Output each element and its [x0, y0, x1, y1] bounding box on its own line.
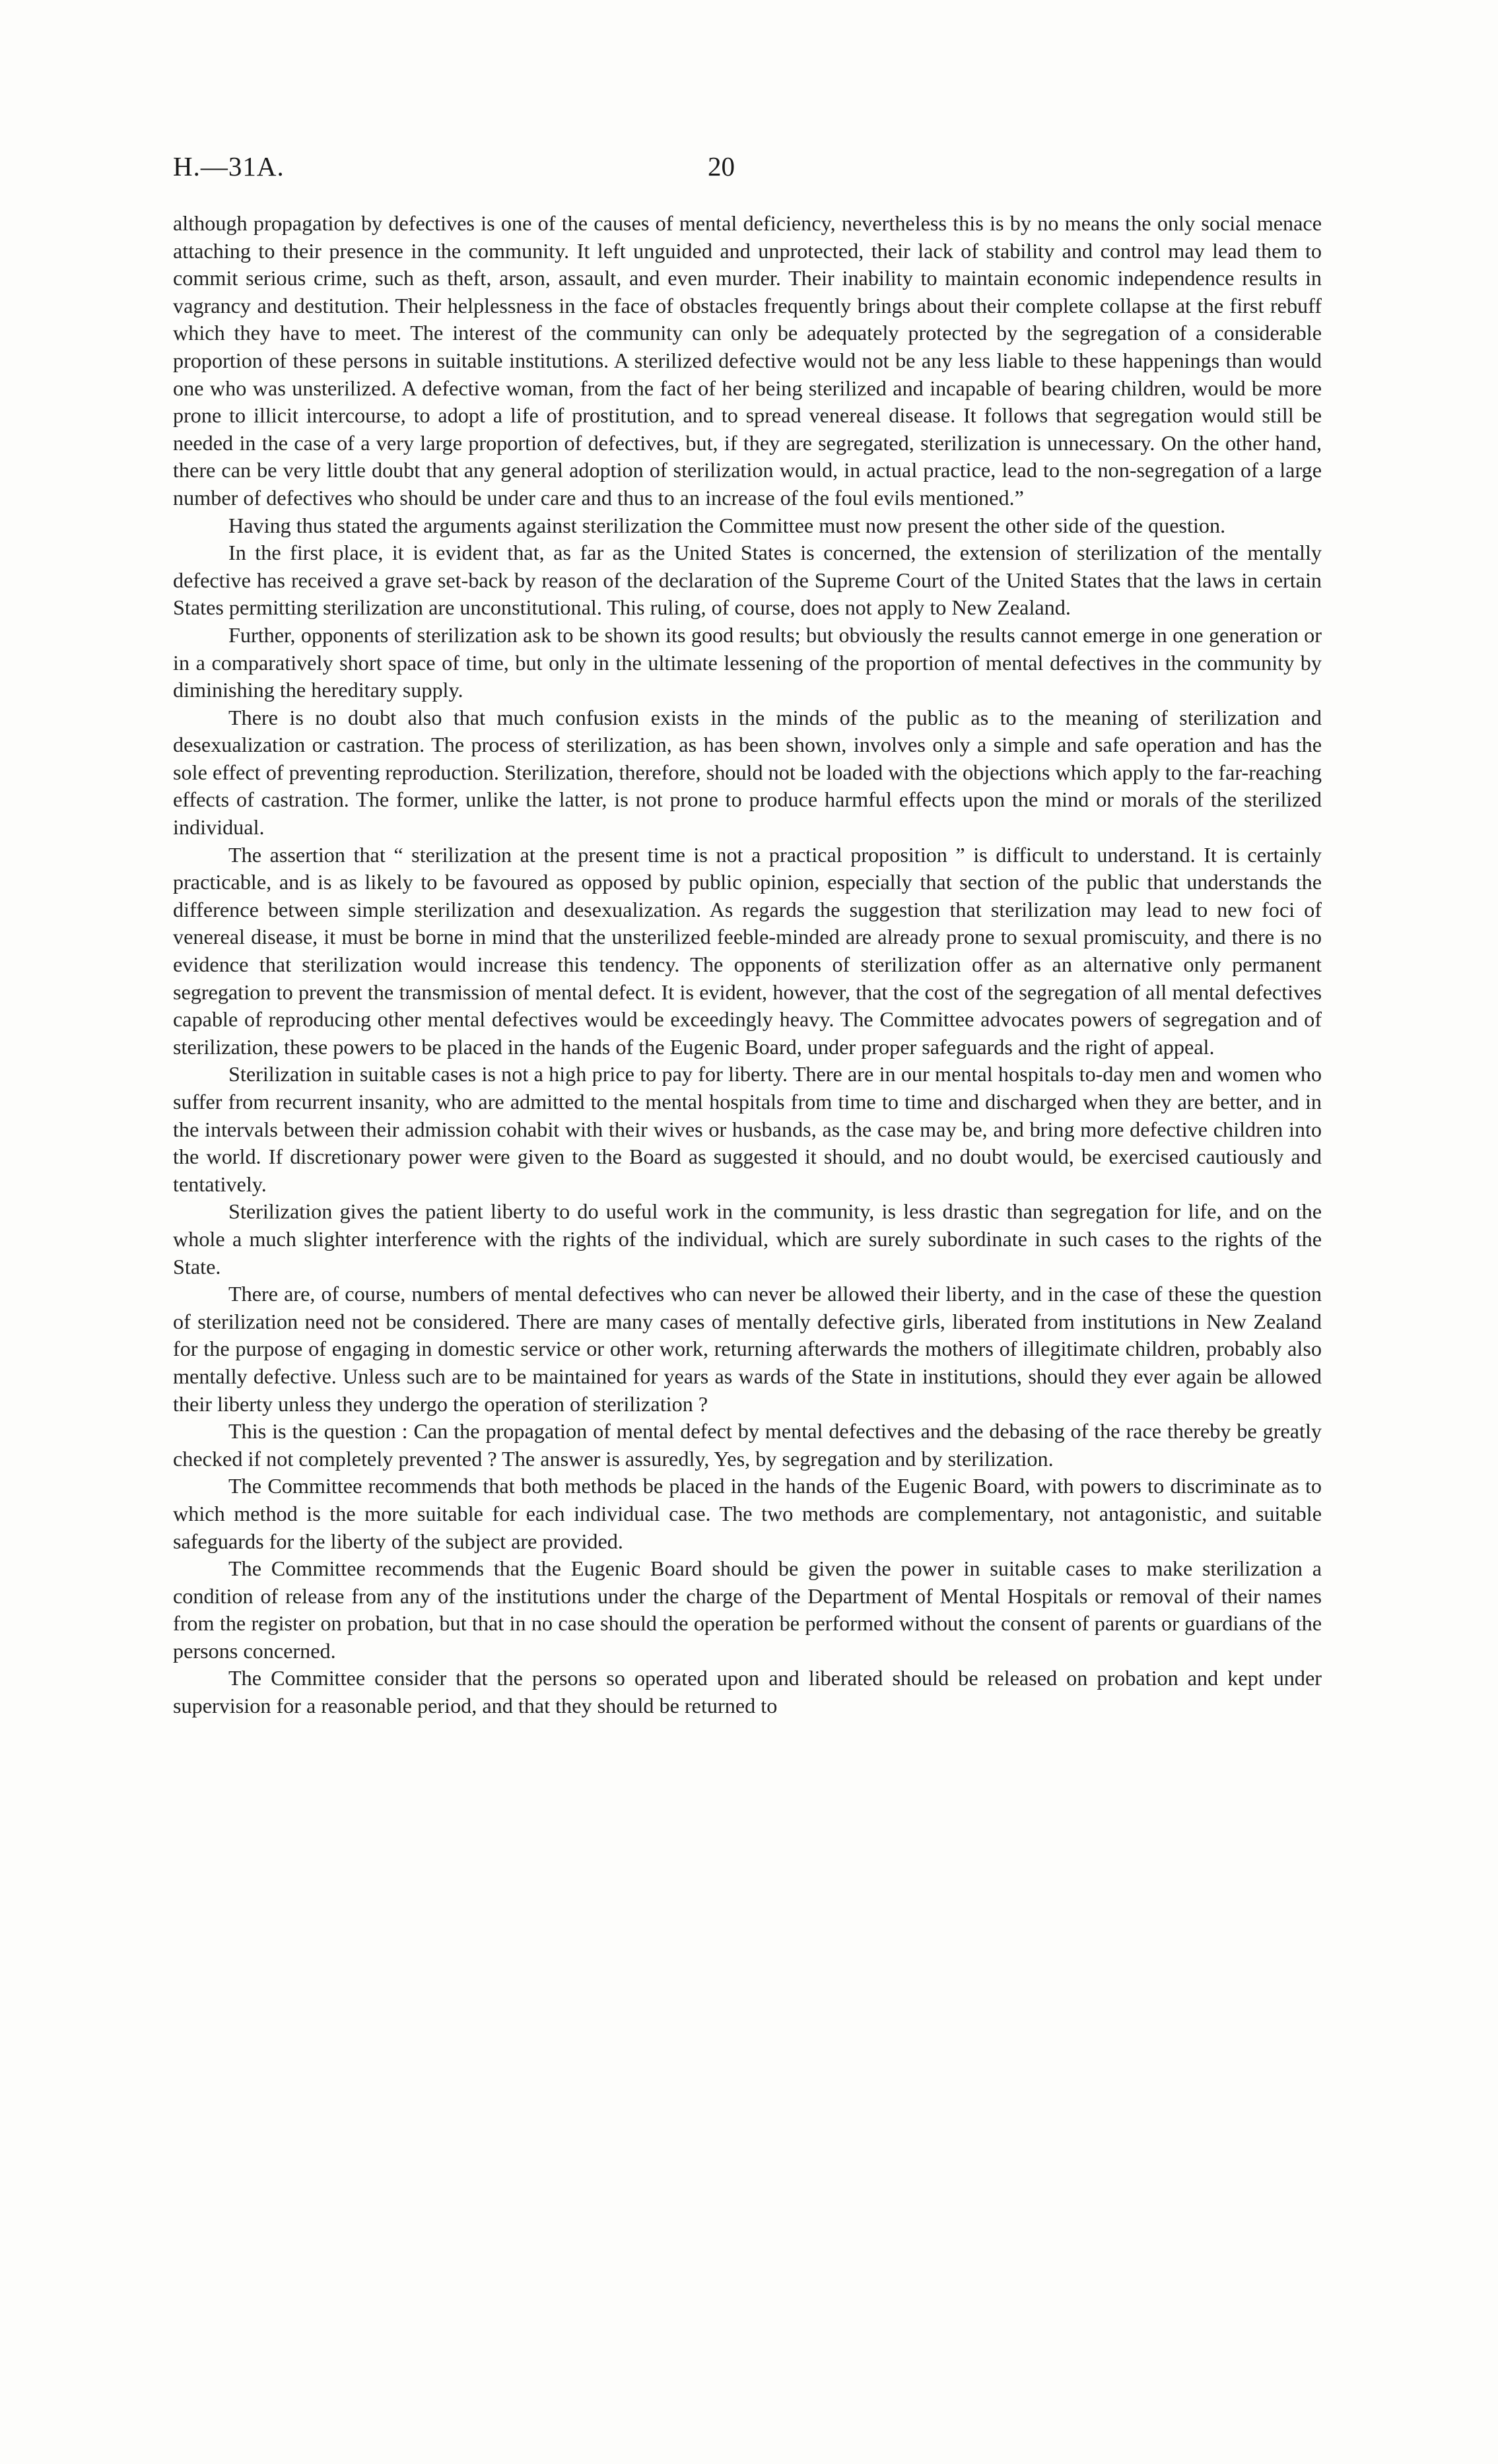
paragraph-11: The Committee recommends that both methods be placed in the hands of the Eugenic Board, with powers to discriminate as to which method is the more suitable for each individual case. The two methods are complementary, not antagonistic, and suitable safeguards for the liberty of the subject are provided.	[173, 1474, 1322, 1553]
paragraph-7: Sterilization in suitable cases is not a high price to pay for liberty. There are in our mental hospitals to-day men and women who suffer from recurrent insanity, who are admitted to the mental hospitals from time to time and discharged when they are better, and in the intervals between their admission cohabit with their wives or husbands, as the case may be, and bring more defective children into the world. If discretionary power were given to the Board as suggested it should, and no doubt would, be exercised cautiously and tentatively.	[173, 1062, 1322, 1196]
paragraph-4: Further, opponents of sterilization ask to be shown its good results; but obviously the results cannot emerge in one generation or in a comparatively short space of time, but only in the ultimate lessening of the proportion of mental defectives in the community by diminishing the hereditary supply.	[173, 622, 1322, 702]
paragraph-5: There is no doubt also that much confusion exists in the minds of the public as to the meaning of sterilization and desexualization or castration. The process of sterilization, as has been shown, involves only a simple and safe operation and has the sole effect of preventing reproduction. Sterilization, therefore, should not be loaded with the objections which apply to the far-reaching effects of castration. The former, unlike the latter, is not prone to produce harmful effects upon the mind or morals of the sterilized individual.	[173, 705, 1322, 840]
page-header	[173, 150, 1322, 190]
paragraph-6: The assertion that “ sterilization at the present time is not a practical proposition ” is difficult to understand. It is certainly practicable, and is as likely to be favoured as opposed by public opinion, especially that section of the public that understands the difference between simple sterilization and desexualization. As regards the suggestion that sterilization may lead to new foci of venereal disease, it must be borne in mind that the unsterilized feeble-minded are already prone to sexual promiscuity, and there is no evidence that sterilization would increase this tendency. The opponents of sterilization offer as an alternative only permanent segregation to prevent the transmission of mental defect. It is evident, however, that the cost of the segregation of all mental defectives capable of reproducing other mental defectives would be exceedingly heavy. The Committee advocates powers of segregation and of sterilization, these powers to be placed in the hands of the Eugenic Board, under proper safeguards and the right of appeal.	[173, 842, 1322, 1059]
paragraph-12: The Committee recommends that the Eugenic Board should be given the power in suitable cases to make sterilization a condition of release from any of the institutions under the charge of the Department of Mental Hospitals or removal of their names from the register on probation, but that in no case should the operation be performed without the consent of parents or guardians of the persons concerned.	[173, 1556, 1322, 1663]
document-reference: H.—31A.	[173, 151, 285, 182]
paragraph-8: Sterilization gives the patient liberty to do useful work in the community, is less drastic than segregation for life, and on the whole a much slighter interference with the rights of the individual, which are surely subordinate in such cases to the rights of the State.	[173, 1199, 1322, 1279]
paragraph-13: The Committee consider that the persons so operated upon and liberated should be released on probation and kept under supervision for a reasonable period, and that they should be returned to	[173, 1666, 1322, 1718]
paragraph-3: In the first place, it is evident that, as far as the United States is concerned, the extension of sterilization of the mentally defective has received a grave set-back by reason of the declaration of the Supreme Court of the United States that the laws in certain States permitting sterilization are unconstitutional. This ruling, of course, does not apply to New Zealand.	[173, 541, 1322, 620]
page-number: 20	[708, 151, 735, 182]
body-text	[173, 210, 1322, 1720]
paragraph-1: although propagation by defectives is one of the causes of mental deficiency, nevertheless this is by no means the only social menace attaching to their presence in the community. It left unguided and unprotected, their lack of stability and control may lead them to commit serious crime, such as theft, arson, assault, and even murder. Their inability to maintain economic independence results in vagrancy and destitution. Their helplessness in the face of obstacles frequently brings about their complete collapse at the first rebuff which they have to meet. The interest of the community can only be adequately protected by the segregation of a considerable proportion of these persons in suitable institutions. A sterilized defective would not be any less liable to these happenings than would one who was unsterilized. A defective woman, from the fact of her being sterilized and incapable of bearing children, would be more prone to illicit intercourse, to adopt a life of prostitution, and to spread venereal disease. It follows that segregation would still be needed in the case of a very large proportion of defectives, but, if they are segregated, sterilization is unnecessary. On the other hand, there can be very little doubt that any general adoption of sterilization would, in actual practice, lead to the non-segregation of a large number of defectives who should be under care and thus to an increase of the foul evils mentioned.”	[173, 211, 1322, 510]
paragraph-10: This is the question : Can the propagation of mental defect by mental defectives and the debasing of the race thereby be greatly checked if not completely prevented ? The answer is assuredly, Yes, by segregation and by sterilization.	[173, 1419, 1322, 1471]
paragraph-9: There are, of course, numbers of mental defectives who can never be allowed their liberty, and in the case of these the question of sterilization need not be considered. There are many cases of mentally defective girls, liberated from institutions in New Zealand for the purpose of engaging in domestic service or other work, returning afterwards the mothers of illegitimate children, probably also mentally defective. Unless such are to be maintained for years as wards of the State in institutions, should they ever again be allowed their liberty unless they undergo the operation of sterilization ?	[173, 1282, 1322, 1416]
paragraph-2: Having thus stated the arguments against sterilization the Committee must now present the other side of the question.	[228, 513, 1226, 537]
